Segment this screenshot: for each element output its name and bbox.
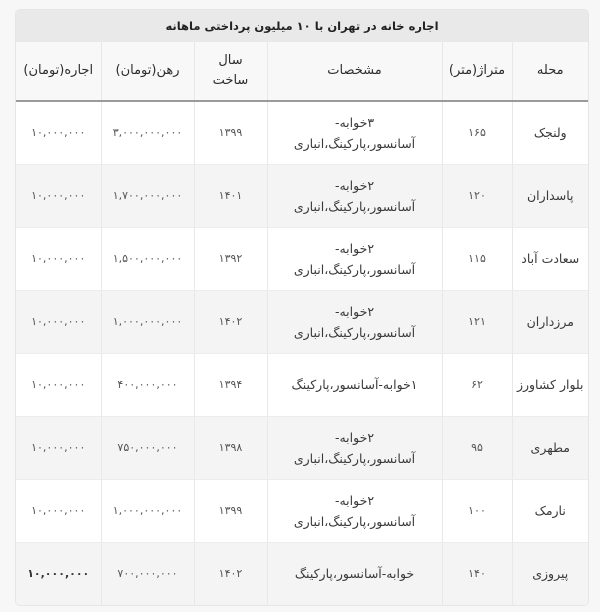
table-row <box>16 543 588 606</box>
spec-line1: ۳خوابه- <box>334 114 375 130</box>
cell-area: ۱۱۵ <box>442 228 512 291</box>
header-neighborhood: محله <box>512 42 588 101</box>
cell-rent: ۱۰,۰۰۰,۰۰۰ <box>16 417 101 480</box>
cell-deposit: ۱,۰۰۰,۰۰۰,۰۰۰ <box>101 480 194 543</box>
table-row <box>16 228 588 291</box>
spec-line2: آسانسور،پارکینگ،انباری <box>293 262 416 277</box>
cell-deposit: ۷۵۰,۰۰۰,۰۰۰ <box>101 417 194 480</box>
cell-year: ۱۴۰۲ <box>194 291 267 354</box>
cell-specs <box>267 543 442 606</box>
table-row <box>16 480 588 543</box>
cell-neighborhood: بلوار کشاورز <box>512 354 588 417</box>
spec-line1: ۲خوابه- <box>334 303 375 319</box>
cell-deposit: ۷۰۰,۰۰۰,۰۰۰ <box>101 543 194 606</box>
cell-area: ۱۰۰ <box>442 480 512 543</box>
cell-neighborhood: نارمک <box>512 480 588 543</box>
table-row <box>16 165 588 228</box>
cell-rent: ۱۰,۰۰۰,۰۰۰ <box>16 228 101 291</box>
cell-year: ۱۳۹۲ <box>194 228 267 291</box>
spec-line1: ۲خوابه- <box>334 429 375 445</box>
table-row <box>16 101 588 165</box>
spec-line2: آسانسور،پارکینگ،انباری <box>293 199 416 214</box>
header-year <box>194 42 267 101</box>
table-row <box>16 354 588 417</box>
cell-rent: ۱۰,۰۰۰,۰۰۰ <box>16 101 101 165</box>
header-deposit: رهن(تومان) <box>101 42 194 101</box>
cell-neighborhood: مطهری <box>512 417 588 480</box>
cell-deposit: ۱,۵۰۰,۰۰۰,۰۰۰ <box>101 228 194 291</box>
cell-area: ۱۶۵ <box>442 101 512 165</box>
cell-deposit: ۱,۰۰۰,۰۰۰,۰۰۰ <box>101 291 194 354</box>
cell-deposit: ۴۰۰,۰۰۰,۰۰۰ <box>101 354 194 417</box>
cell-neighborhood: مرزداران <box>512 291 588 354</box>
cell-area: ۶۲ <box>442 354 512 417</box>
spec-line1: ۲خوابه- <box>334 240 375 256</box>
cell-deposit: ۱,۷۰۰,۰۰۰,۰۰۰ <box>101 165 194 228</box>
cell-specs <box>267 228 442 291</box>
spec-line2: آسانسور،پارکینگ،انباری <box>293 514 416 529</box>
cell-neighborhood: پاسداران <box>512 165 588 228</box>
cell-year: ۱۳۹۴ <box>194 354 267 417</box>
spec-line2: آسانسور،پارکینگ،انباری <box>293 451 416 466</box>
cell-specs <box>267 101 442 165</box>
header-specs: مشخصات <box>267 42 442 101</box>
cell-specs <box>267 354 442 417</box>
cell-neighborhood: ولنجک <box>512 101 588 165</box>
cell-year: ۱۳۹۹ <box>194 101 267 165</box>
cell-area: ۱۴۰ <box>442 543 512 606</box>
header-rent: اجاره(تومان) <box>16 42 101 101</box>
cell-neighborhood: سعادت آباد <box>512 228 588 291</box>
cell-area: ۱۲۰ <box>442 165 512 228</box>
header-row <box>16 42 588 101</box>
cell-area: ۱۲۱ <box>442 291 512 354</box>
cell-rent: ۱۰,۰۰۰,۰۰۰ <box>16 291 101 354</box>
spec-line2: آسانسور،پارکینگ،انباری <box>293 136 416 151</box>
table-row <box>16 417 588 480</box>
cell-year: ۱۴۰۲ <box>194 543 267 606</box>
spec-line1: ۱خوابه-آسانسور،پارکینگ <box>291 377 418 393</box>
cell-rent: ۱۰,۰۰۰,۰۰۰ <box>16 543 101 606</box>
header-area: متراژ(متر) <box>442 42 512 101</box>
rental-table-card <box>15 9 589 606</box>
cell-specs <box>267 291 442 354</box>
cell-rent: ۱۰,۰۰۰,۰۰۰ <box>16 165 101 228</box>
header-year-line1: سال <box>218 52 243 68</box>
cell-rent: ۱۰,۰۰۰,۰۰۰ <box>16 480 101 543</box>
cell-deposit: ۳,۰۰۰,۰۰۰,۰۰۰ <box>101 101 194 165</box>
header-year-line2: ساخت <box>212 73 249 88</box>
cell-year: ۱۴۰۱ <box>194 165 267 228</box>
table-title: اجاره خانه در تهران با ۱۰ میلیون پرداختی ماهانه <box>16 10 588 42</box>
cell-year: ۱۳۹۹ <box>194 480 267 543</box>
table-row <box>16 291 588 354</box>
spec-line2: آسانسور،پارکینگ،انباری <box>293 325 416 340</box>
cell-year: ۱۳۹۸ <box>194 417 267 480</box>
cell-specs <box>267 417 442 480</box>
spec-line1: ۲خوابه- <box>334 177 375 193</box>
cell-neighborhood: پیروزی <box>512 543 588 606</box>
rental-table <box>16 42 588 605</box>
cell-specs <box>267 480 442 543</box>
spec-line1: ۲خوابه- <box>334 492 375 508</box>
cell-area: ۹۵ <box>442 417 512 480</box>
cell-specs <box>267 165 442 228</box>
spec-line1: خوابه-آسانسور،پارکینگ <box>294 566 415 582</box>
cell-rent: ۱۰,۰۰۰,۰۰۰ <box>16 354 101 417</box>
